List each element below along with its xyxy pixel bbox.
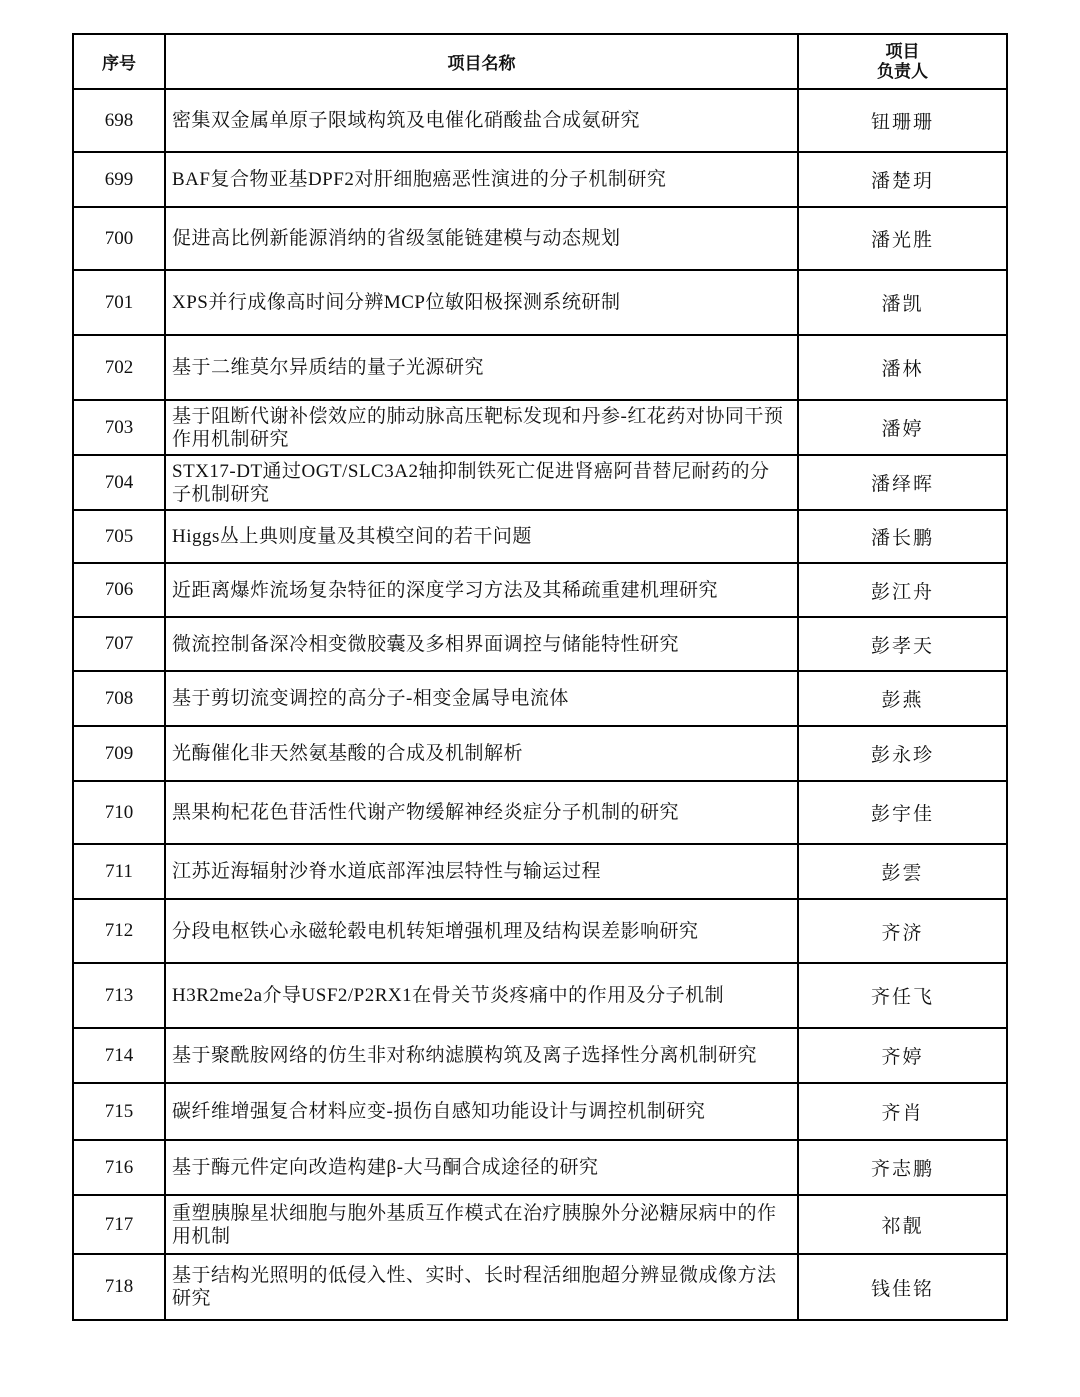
table-row [73, 89, 1007, 152]
header-num: 序号 [73, 34, 165, 89]
table-row [73, 899, 1007, 963]
cell-person: 潘林 [798, 335, 1007, 400]
cell-person: 潘绎晖 [798, 455, 1007, 510]
cell-person: 齐肖 [798, 1083, 1007, 1140]
table-row [73, 207, 1007, 270]
cell-person: 齐济 [798, 899, 1007, 963]
table-row [73, 844, 1007, 899]
cell-name: 微流控制备深冷相变微胶囊及多相界面调控与储能特性研究 [165, 617, 798, 671]
table-row [73, 455, 1007, 510]
cell-name: STX17-DT通过OGT/SLC3A2轴抑制铁死亡促进肾癌阿昔替尼耐药的分子机制研究 [165, 455, 798, 510]
cell-name: 分段电枢铁心永磁轮毂电机转矩增强机理及结构误差影响研究 [165, 899, 798, 963]
table-row [73, 400, 1007, 455]
cell-person: 彭江舟 [798, 563, 1007, 617]
cell-name: 光酶催化非天然氨基酸的合成及机制解析 [165, 726, 798, 781]
cell-person: 彭燕 [798, 671, 1007, 726]
cell-name: 近距离爆炸流场复杂特征的深度学习方法及其稀疏重建机理研究 [165, 563, 798, 617]
cell-num: 709 [73, 726, 165, 781]
cell-name: 促进高比例新能源消纳的省级氢能链建模与动态规划 [165, 207, 798, 270]
table-row [73, 671, 1007, 726]
cell-name: 基于剪切流变调控的高分子-相变金属导电流体 [165, 671, 798, 726]
cell-num: 712 [73, 899, 165, 963]
table-row [73, 1254, 1007, 1320]
cell-name: 江苏近海辐射沙脊水道底部浑浊层特性与输运过程 [165, 844, 798, 899]
cell-person: 潘长鹏 [798, 510, 1007, 563]
table-row [73, 781, 1007, 844]
header-person-line1: 项目 [885, 41, 920, 62]
cell-num: 710 [73, 781, 165, 844]
table-row [73, 270, 1007, 335]
cell-person: 潘婷 [798, 400, 1007, 455]
cell-num: 711 [73, 844, 165, 899]
table-row [73, 963, 1007, 1028]
cell-name: 基于二维莫尔异质结的量子光源研究 [165, 335, 798, 400]
cell-name: XPS并行成像高时间分辨MCP位敏阳极探测系统研制 [165, 270, 798, 335]
header-name: 项目名称 [165, 34, 798, 89]
table-row [73, 1083, 1007, 1140]
cell-person: 钮珊珊 [798, 89, 1007, 152]
cell-num: 706 [73, 563, 165, 617]
cell-name: 基于阻断代谢补偿效应的肺动脉高压靶标发现和丹参-红花药对协同干预作用机制研究 [165, 400, 798, 455]
cell-name: Higgs丛上典则度量及其模空间的若干问题 [165, 510, 798, 563]
cell-name: BAF复合物亚基DPF2对肝细胞癌恶性演进的分子机制研究 [165, 152, 798, 207]
cell-num: 704 [73, 455, 165, 510]
cell-person: 钱佳铭 [798, 1254, 1007, 1320]
cell-num: 701 [73, 270, 165, 335]
cell-num: 713 [73, 963, 165, 1028]
cell-num: 702 [73, 335, 165, 400]
table-row [73, 617, 1007, 671]
header-row [73, 34, 1007, 89]
table-row [73, 510, 1007, 563]
cell-person: 祁靓 [798, 1195, 1007, 1254]
cell-name: 黑果枸杞花色苷活性代谢产物缓解神经炎症分子机制的研究 [165, 781, 798, 844]
cell-name: 重塑胰腺星状细胞与胞外基质互作模式在治疗胰腺外分泌糖尿病中的作用机制 [165, 1195, 798, 1254]
table-row [73, 1195, 1007, 1254]
cell-person: 潘楚玥 [798, 152, 1007, 207]
cell-person: 潘凯 [798, 270, 1007, 335]
header-person [798, 34, 1007, 89]
table-row [73, 1028, 1007, 1083]
cell-person: 齐志鹏 [798, 1140, 1007, 1195]
table-row [73, 152, 1007, 207]
cell-name: 基于聚酰胺网络的仿生非对称纳滤膜构筑及离子选择性分离机制研究 [165, 1028, 798, 1083]
cell-person: 齐任飞 [798, 963, 1007, 1028]
cell-num: 707 [73, 617, 165, 671]
table-row [73, 563, 1007, 617]
header-person-line2: 负责人 [877, 61, 928, 82]
table-row [73, 726, 1007, 781]
project-table [72, 33, 1008, 1321]
cell-name: 基于结构光照明的低侵入性、实时、长时程活细胞超分辨显微成像方法研究 [165, 1254, 798, 1320]
table-row [73, 1140, 1007, 1195]
cell-num: 698 [73, 89, 165, 152]
cell-num: 718 [73, 1254, 165, 1320]
cell-num: 703 [73, 400, 165, 455]
cell-person: 潘光胜 [798, 207, 1007, 270]
cell-num: 716 [73, 1140, 165, 1195]
cell-num: 708 [73, 671, 165, 726]
cell-name: 基于酶元件定向改造构建β-大马酮合成途径的研究 [165, 1140, 798, 1195]
cell-name: 碳纤维增强复合材料应变-损伤自感知功能设计与调控机制研究 [165, 1083, 798, 1140]
cell-num: 715 [73, 1083, 165, 1140]
cell-num: 705 [73, 510, 165, 563]
cell-person: 彭永珍 [798, 726, 1007, 781]
cell-num: 699 [73, 152, 165, 207]
cell-person: 彭雲 [798, 844, 1007, 899]
cell-num: 700 [73, 207, 165, 270]
cell-person: 齐婷 [798, 1028, 1007, 1083]
cell-name: 密集双金属单原子限域构筑及电催化硝酸盐合成氨研究 [165, 89, 798, 152]
table-row [73, 335, 1007, 400]
cell-name: H3R2me2a介导USF2/P2RX1在骨关节炎疼痛中的作用及分子机制 [165, 963, 798, 1028]
cell-person: 彭宇佳 [798, 781, 1007, 844]
cell-num: 717 [73, 1195, 165, 1254]
cell-person: 彭孝天 [798, 617, 1007, 671]
cell-num: 714 [73, 1028, 165, 1083]
